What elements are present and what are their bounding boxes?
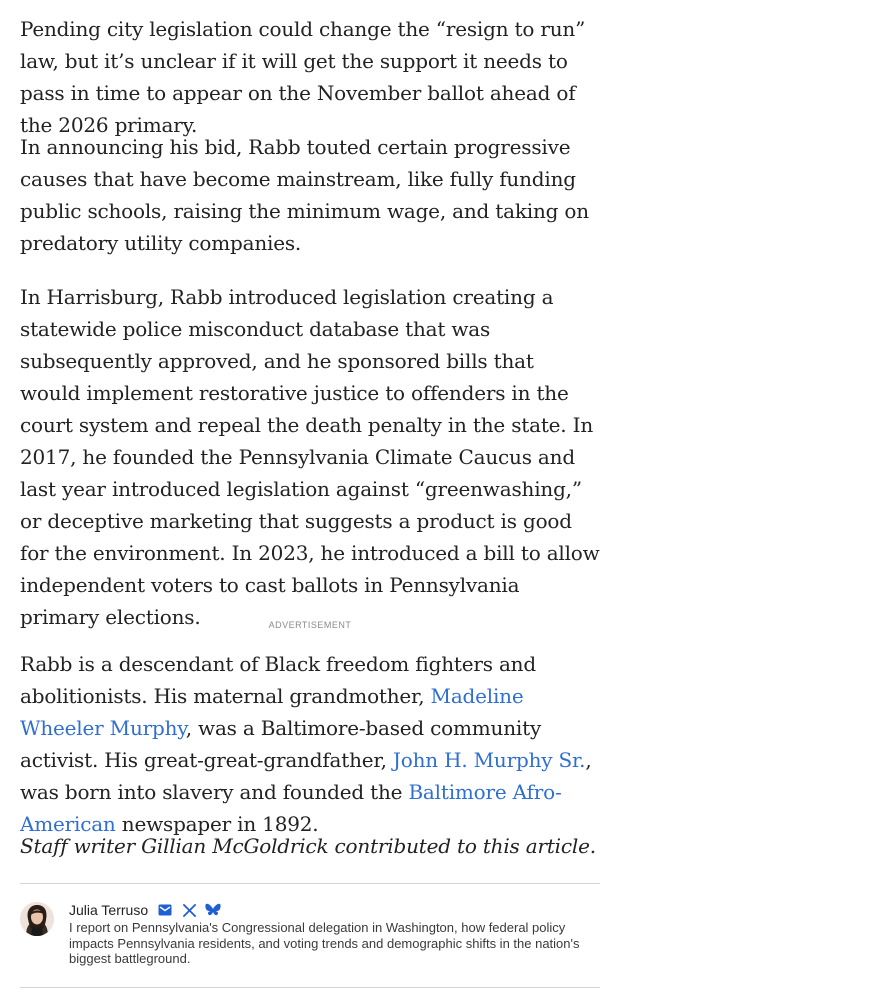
link-madeline-wheeler-murphy[interactable]: Madeline Wheeler Murphy	[20, 684, 524, 740]
contributor-note: Staff writer Gillian McGoldrick contributed to this article.	[20, 834, 596, 858]
paragraph-progressive-causes: In announcing his bid, Rabb touted certain progressive causes that have become mainstream, like fully funding public schools, raising the minimum wage, and taking on predatory utility companies.	[20, 135, 589, 255]
family-history-text-2: , was a Baltimore-based community activist. His great-great-grandfather,	[20, 716, 542, 772]
bluesky-icon[interactable]	[205, 902, 221, 918]
family-history-text-4: newspaper in 1892.	[115, 812, 319, 836]
author-bio: I report on Pennsylvania's Congressional delegation in Washington, how federal policy impacts Pennsylvania residents, and voting trends and demographic shifts in the nation's biggest battleground.	[69, 920, 580, 966]
avatar-portrait-icon	[20, 902, 54, 936]
author-name[interactable]: Julia Terruso	[69, 902, 149, 918]
paragraph-resign-to-run: Pending city legislation could change the “resign to run” law, but it’s unclear if it will get the support it needs to pass in time to appear on the November ballot ahead of the 2026 primary.	[20, 17, 586, 137]
paragraph-harrisburg-record: In Harrisburg, Rabb introduced legislation creating a statewide police misconduct database that was subsequently approved, and he sponsored bills that would implement restorative justice to offenders in the court system and repeal the death penalty in the state. In 2017, he founded the Pennsylvania Climate Caucus and last year introduced legislation against “greenwashing,” or deceptive marketing that suggests a product is good for the environment. In 2023, he introduced a bill to allow independent voters to cast ballots in Pennsylvania primary elections.	[20, 285, 600, 629]
paragraph-family-history	[20, 648, 600, 840]
family-history-text-3: , was born into slavery and founded the	[20, 748, 592, 804]
email-icon[interactable]	[157, 902, 173, 918]
author-avatar[interactable]	[20, 902, 54, 936]
x-icon[interactable]	[181, 902, 197, 918]
author-name-row	[69, 900, 229, 920]
author-divider-top	[20, 883, 600, 884]
family-history-text-1: Rabb is a descendant of Black freedom fighters and abolitionists. His maternal grandmother,	[20, 652, 536, 708]
author-divider-bottom	[20, 987, 600, 988]
advertisement-label: ADVERTISEMENT	[268, 620, 352, 630]
link-john-h-murphy-sr[interactable]: John H. Murphy Sr.	[392, 748, 586, 772]
link-baltimore-afro-american[interactable]: Baltimore Afro-American	[20, 780, 562, 836]
